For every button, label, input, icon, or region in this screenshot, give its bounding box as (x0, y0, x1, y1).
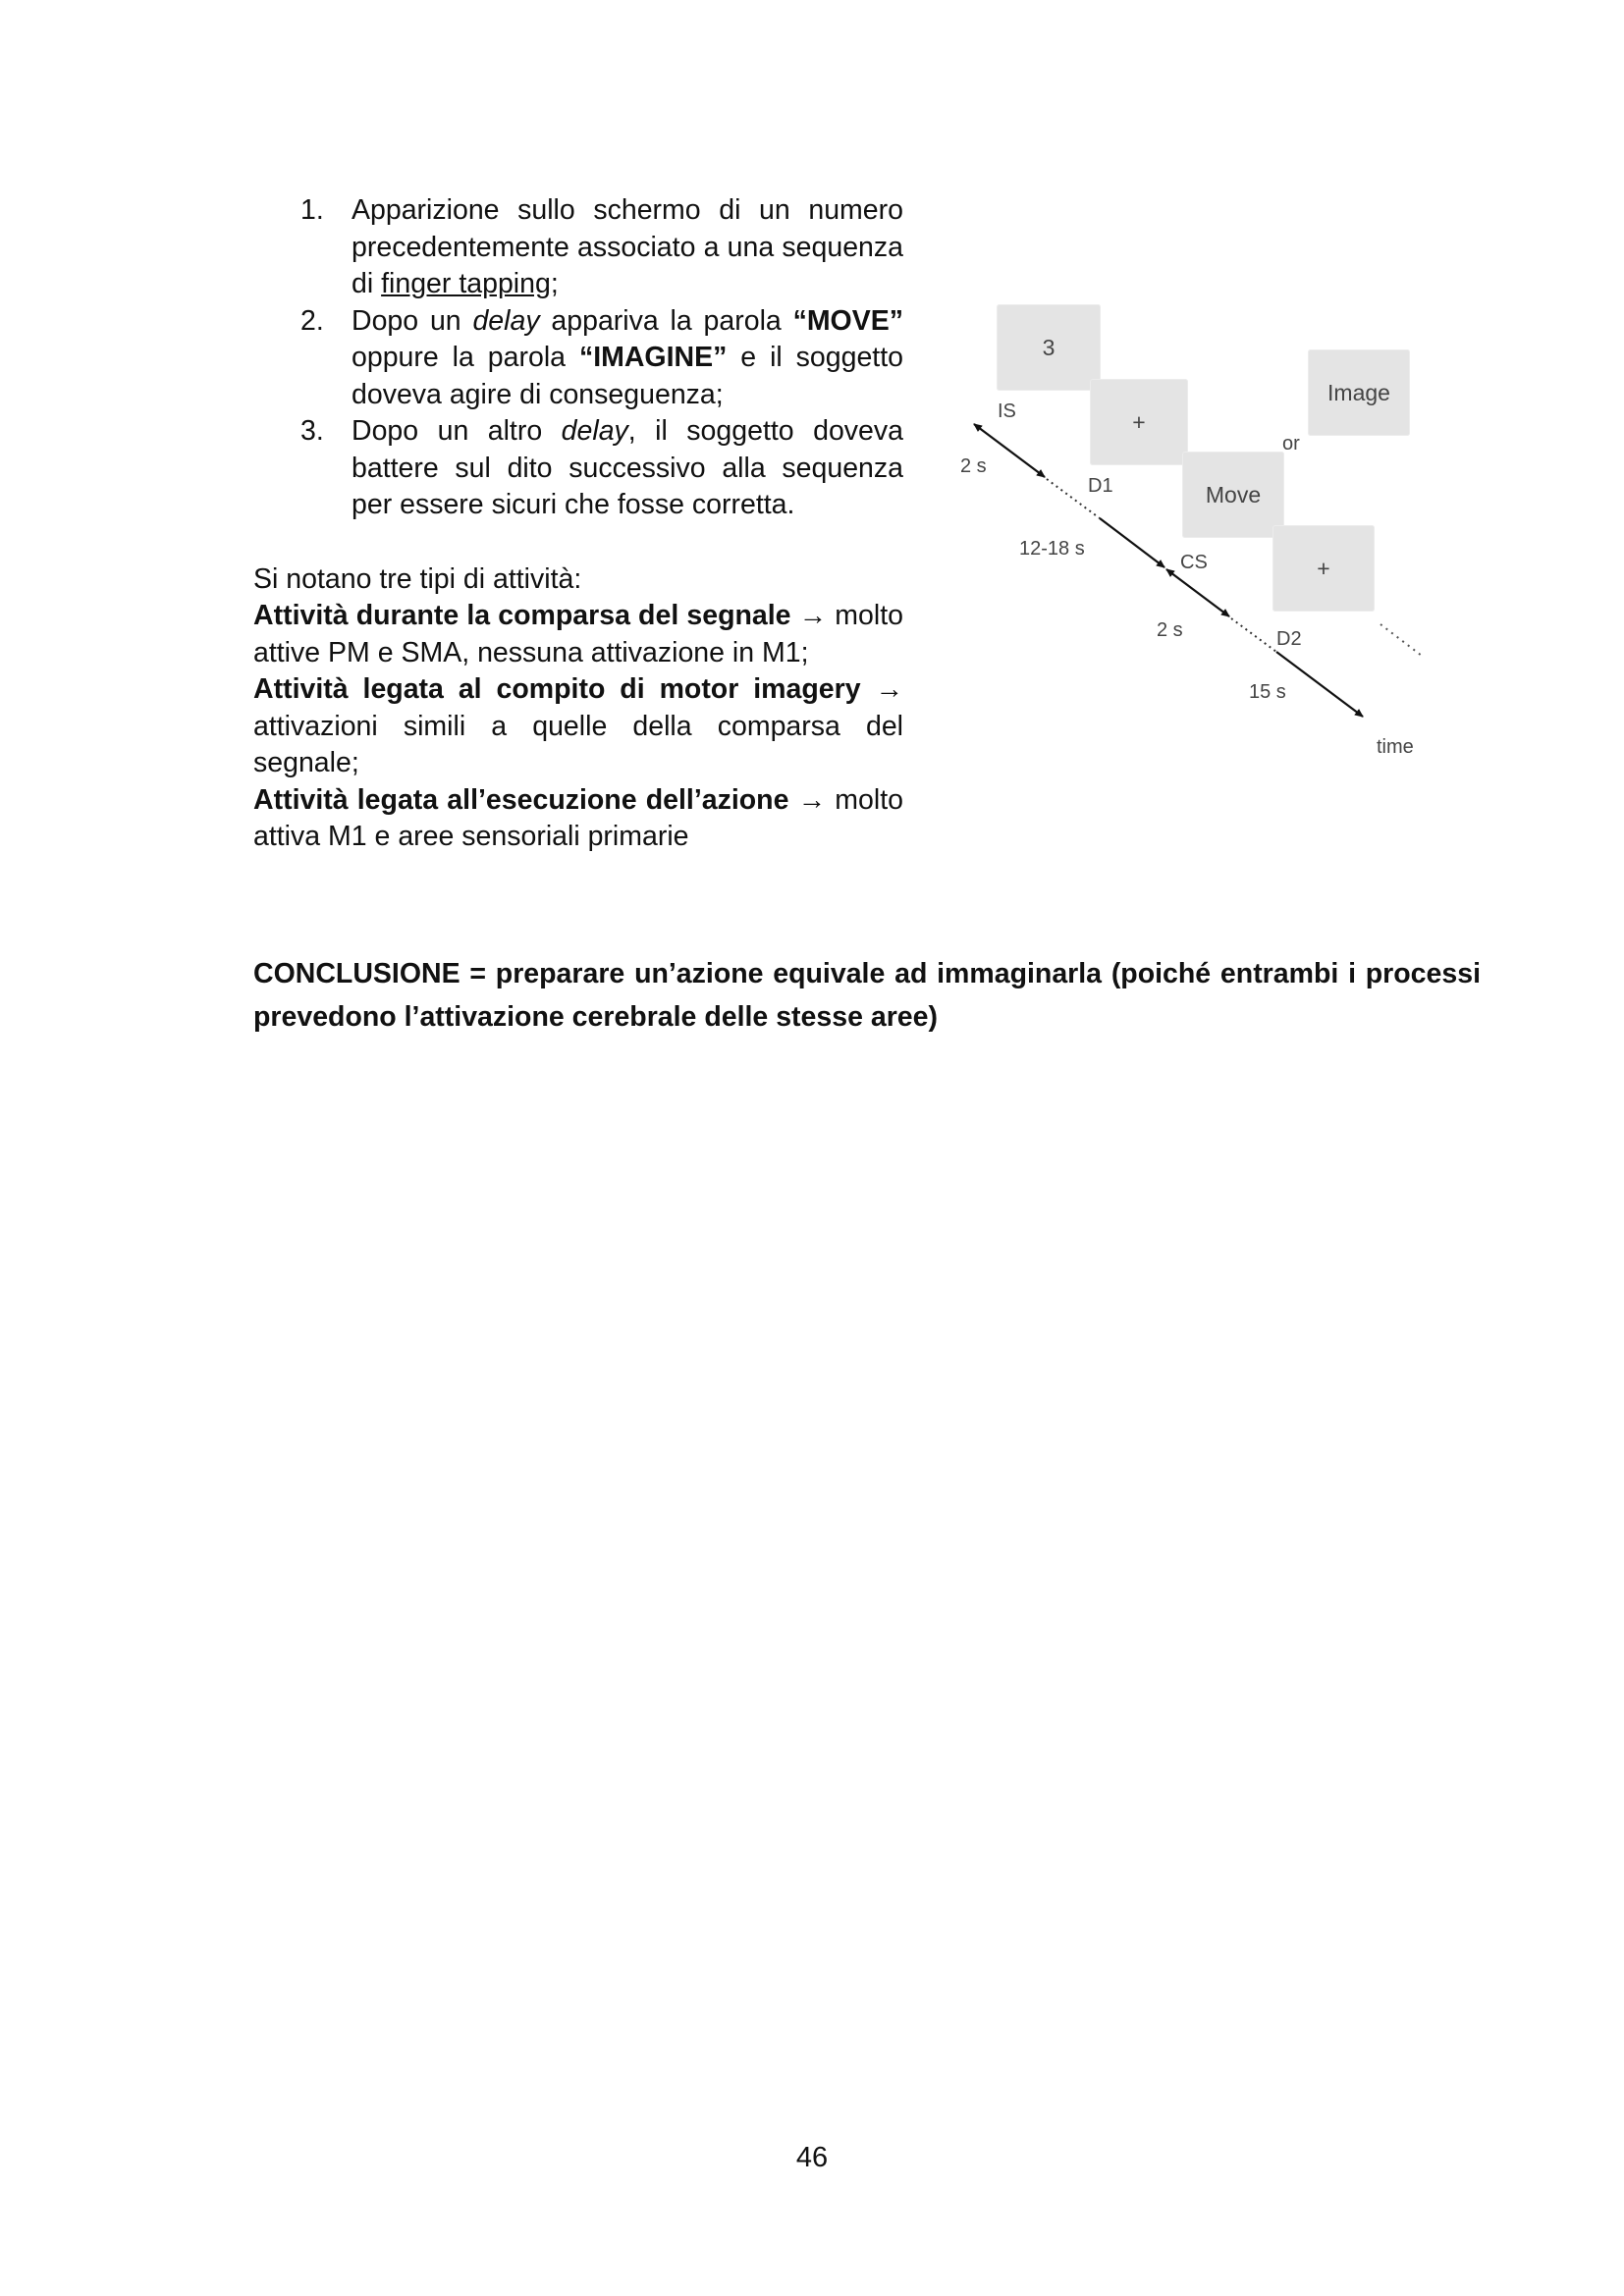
move-screen: Move (1182, 452, 1284, 538)
activity-signal: Attività durante la comparsa del segnale → molto attive PM e SMA, nessuna attivazione in M1; (253, 600, 903, 668)
d2-label: D2 (1276, 628, 1302, 650)
activities-intro: Si notano tre tipi di attività: (253, 562, 582, 595)
continuation-dots (1380, 624, 1422, 656)
or-label: or (1282, 433, 1300, 454)
activity-motor-imagery: Attività legata al compito di motor imagery → attivazioni simili a quelle della comparsa del segnale; (253, 673, 903, 778)
is-duration-label: 2 s (960, 455, 987, 477)
move-word: “MOVE” (792, 304, 903, 337)
number-screen: 3 (997, 304, 1101, 391)
fixation-screen-2: + (1272, 525, 1375, 612)
activity-execution: Attività legata all’esecuzione dell’azione → molto attiva M1 e aree sensoriali primarie (253, 783, 903, 852)
d2-duration-label: 15 s (1249, 681, 1286, 703)
is-label: IS (998, 400, 1016, 422)
conclusion-paragraph: CONCLUSIONE = preparare un’azione equivale ad immaginarla (poiché entrambi i processi prevedono l’attivazione cerebrale delle stesse aree) (253, 958, 1481, 1033)
fixation-screen-1: + (1090, 379, 1188, 465)
time-axis-label: time (1377, 736, 1414, 758)
d1-duration-label: 12-18 s (1019, 538, 1085, 560)
step-number: 2. (300, 304, 324, 337)
page-number: 46 (795, 2142, 829, 2173)
d2-dotted-line (1231, 618, 1276, 652)
imagine-word: “IMAGINE” (578, 342, 728, 373)
time-axis-arrow (1276, 652, 1363, 717)
step-number: 1. (300, 194, 324, 226)
cs-duration-label: 2 s (1157, 619, 1183, 641)
step-number: 3. (300, 415, 324, 447)
d1-label: D1 (1088, 475, 1113, 497)
arrow-icon: → (875, 673, 903, 705)
cs-duration-line (1166, 569, 1229, 616)
image-screen: Image (1308, 349, 1410, 436)
trial-timeline-figure (943, 294, 1443, 775)
finger-tapping-term: finger tapping (381, 268, 551, 299)
cs-label: CS (1180, 552, 1208, 573)
step-1: 1. Apparizione sullo schermo di un numero precedentemente associato a una sequenza di finger tapping; (300, 194, 903, 299)
arrow-icon: → (797, 783, 827, 816)
procedure-steps (253, 192, 903, 524)
step-2: 2. Dopo un delay appariva la parola “MOVE” oppure la parola “IMAGINE” e il soggetto doveva agire di conseguenza; (300, 304, 903, 410)
d1-duration-line (1100, 518, 1164, 567)
left-column (253, 192, 903, 856)
arrow-icon: → (798, 600, 828, 631)
step-3: 3. Dopo un altro delay, il soggetto doveva battere sul dito successivo alla sequenza per essere sicuri che fosse corretta. (300, 415, 903, 520)
